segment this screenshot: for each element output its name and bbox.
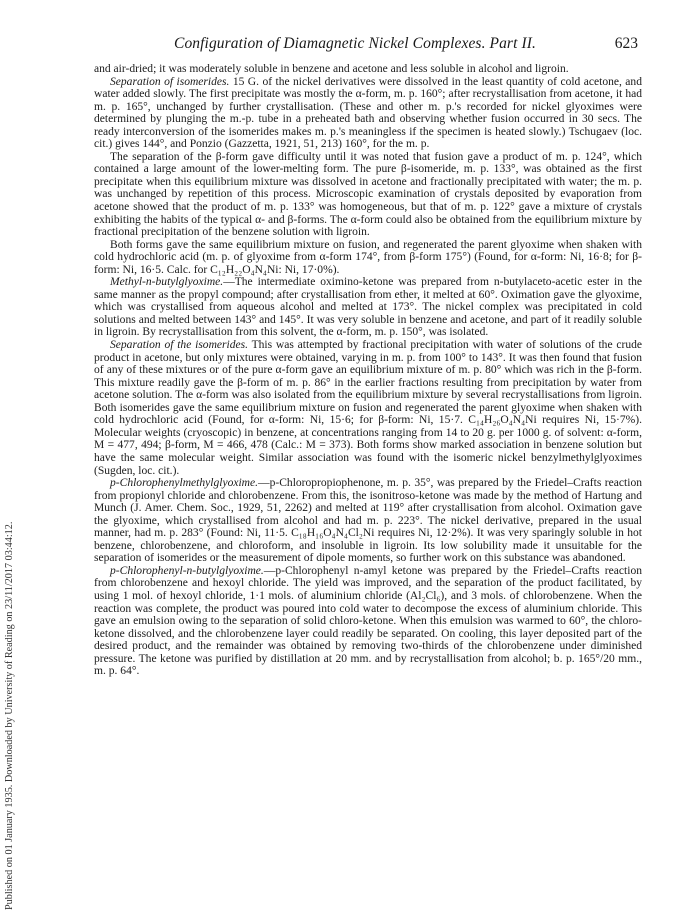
paragraph-text: and air-dried; it was moderately soluble in benzene and acetone and less soluble in alcohol and ligroin.: [94, 63, 569, 75]
section-heading: Separation of the isomerides.: [110, 339, 249, 352]
paragraph: [94, 76, 642, 151]
paragraph: [94, 63, 642, 76]
paragraph-text: Both forms gave the same equilibrium mixture on fusion, and regenerated the parent glyoxime when shaken with cold hydrochloric acid (m. p. of glyoxime from α-form 174°, from β-form 175°) (Found, for α-form: Ni, 16·8; for β-form: Ni, 16·5. Calc. for C₁₂H₂₂O₄N₄Ni: Ni, 17·0%).: [94, 238, 642, 276]
page-header: [94, 32, 642, 56]
paragraph: [94, 339, 642, 477]
section-heading: Separation of isomerides.: [110, 75, 230, 88]
page-number: 623: [614, 35, 638, 52]
paragraph-text: The separation of the β-form gave difficulty until it was noted that fusion gave a product of m. p. 124°, which contained a large amount of the lower-melting form. The pure β-isomeride, m. p. 133°, was obtained as the first precipitate when this equilibrium mixture was dissolved in acetone and fractionally precipitated with water; the m. p. was unchanged by repetition of this process. Microscopic examination of crystals deposited by evaporation from acetone showed that the product of m. p. 133° was homogeneous, but that of m. p. 122° gave a mixture of crystals exhibiting the habits of the typical α- and β-forms. The α-form could also be obtained from the equilibrium mixture by fractional precipitation of the benzene solution with ligroin.: [94, 150, 642, 239]
publication-note-sidebar: [2, 150, 16, 910]
publication-note[interactable]: Published on 01 January 1935. Downloaded by University of Reading on 23/11/2017 03:44:12.: [4, 521, 15, 910]
paragraph-text: —p-Chloropropiophenone, m. p. 35°, was prepared by the Friedel–Crafts reaction from propionyl chloride and chlorobenzene. From this, the isonitroso-ketone was made by the method of Hartung and Munch (J. Amer. Chem. Soc., 1929, 51, 2262) and melted at 119° after crystallisation from alcohol. Oximation gave the glyoxime, which crystallised from alcohol and had m. p. 223°. The nickel derivative, prepared in the usual manner, had m. p. 283° (Found: Ni, 11·5. C₁₈H₁₆O₄N₄Cl₂Ni requires Ni, 12·2%). It was very sparingly soluble in hot benzene, chlorobenzene, and chloroform, and insoluble in ligroin. Its low solubility made it unsuitable for the separation of isomerides or the measurement of dipole moments, so further work on this substance was abandoned.: [94, 477, 642, 565]
paragraph-text: This was attempted by fractional precipitation with water of solutions of the crude product in acetone, but only mixtures were obtained, varying in m. p. from 100° to 143°. It was then found that fusion of any of these mixtures or of the pure α-form gave an equilibrium mixture of m. p. 80° which was rich in the β-form. This mixture readily gave the β-form of m. p. 86° in the earlier fractions resulting from precipitation by water from acetone solution. The α-form was also isolated from the equilibrium mixture by several recrystallisations from ligroin. Both isomerides gave the same equilibrium mixture on fusion and regenerated the parent glyoxime when shaken with cold hydrochloric acid (Found, for α-form: Ni, 15·6; for β-form: Ni, 15·7. C₁₄H₂₆O₄N₄Ni requires Ni, 15·7%). Molecular weights (cryoscopic) in benzene, at concentrations ranging from 14 to 20 g. per 1000 g. of solvent: α-form, M = 477, 494; β-form, M = 466, 478 (Calc.: M = 373). Both forms show marked association in benzene solution but have the same molecular weight. Similar association was found with the isomeric nickel benzylmethylglyoximes (Sugden, loc. cit.).: [94, 339, 642, 477]
section-heading: p-Chlorophenyl-n-butylglyoxime.: [110, 564, 264, 577]
paragraph-text: 15 G. of the nickel derivatives were dissolved in the least quantity of cold acetone, and water added slowly. The first precipitate was mostly the α-form, m. p. 160°; after recrystallisation from acetone, it had m. p. 165°, unchanged by further crystallisation. (These and other m. p.'s recorded for nickel glyoximes were determined by plunging the m.-p. tube in a preheated bath and observing whether fusion occurred in 30 secs. The ready interconversion of the isomerides makes m. p.'s meaningless if the specimen is heated slowly.) Tschugaev (loc. cit.) gives 144°, and Ponzio (Gazzetta, 1921, 51, 213) 160°, for the m. p.: [94, 75, 642, 151]
paragraph: [94, 477, 642, 565]
paragraph: [94, 565, 642, 678]
running-title: Configuration of Diamagnetic Nickel Complexes. Part II.: [174, 35, 536, 52]
article-body: [94, 63, 642, 678]
paragraph: [94, 239, 642, 277]
section-heading: Methyl-n-butylglyoxime.: [110, 276, 224, 289]
paragraph: [94, 276, 642, 339]
paragraph: [94, 151, 642, 239]
paragraph-text: —The intermediate oximino-ketone was prepared from n-butylaceto-acetic ester in the same manner as the propyl compound; after crystallisation from ether, it melted at 60°. Oximation gave the glyoxime, which was crystallised from aqueous alcohol and melted at 173°. The nickel complex was precipitated in cold solutions and melted between 143° and 145°. It was very soluble in benzene and acetone, and part of it readily soluble in ligroin. By recrystallisation from this solvent, the α-form, m. p. 150°, was isolated.: [94, 276, 642, 339]
section-heading: p-Chlorophenylmethylglyoxime.: [110, 477, 259, 490]
paragraph-text: —p-Chlorophenyl n-amyl ketone was prepared by the Friedel–Crafts reaction from chlorobenzene and hexoyl chloride. The yield was improved, and the separation of the product facilitated, by using 1 mol. of hexoyl chloride, 1·1 mols. of aluminium chloride (Al₂Cl₆), and 3 mols. of chlorobenzene. When the reaction was complete, the product was poured into cold water to decompose the excess of aluminium chloride. This gave an emulsion owing to the separation of solid chloro-ketone. When this emulsion was warmed to 60°, the chloro-ketone dissolved, and the chlorobenzene layer could readily be separated. On cooling, this layer deposited part of the desired product, and the remainder was obtained by removing two-thirds of the chlorobenzene under diminished pressure. The ketone was purified by distillation at 20 mm. and by recrystallisation from alcohol; b. p. 165°/20 mm., m. p. 64°.: [94, 564, 642, 678]
